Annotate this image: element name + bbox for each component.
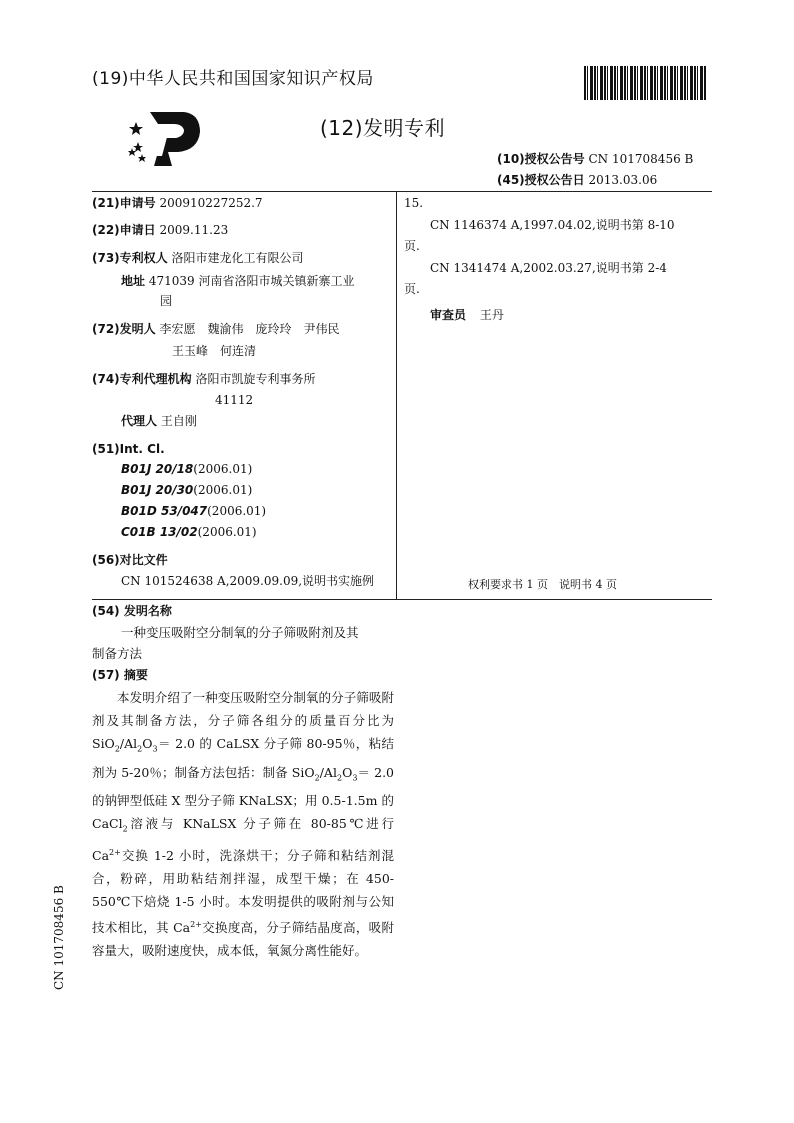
ipc-item	[121, 500, 266, 522]
patentee-value: 洛阳市建龙化工有限公司	[171, 251, 304, 265]
inventors	[92, 318, 340, 340]
patentee-label: (73)专利权人	[92, 251, 168, 265]
cited-reference-3: CN 1341474 A,2002.03.27,说明书第 2-4	[430, 261, 667, 275]
app-no-value: 200910227252.7	[159, 196, 263, 210]
application-date	[92, 219, 228, 241]
invention-title-line-2: 制备方法	[92, 646, 143, 661]
inventors-line-1: 李宏愿 魏渝伟 庞玲玲 尹伟民	[159, 322, 340, 336]
agent-label: 代理人	[121, 414, 158, 428]
int-cl-heading: (51)Int. Cl.	[92, 442, 165, 456]
inventors-label: (72)发明人	[92, 322, 156, 336]
examiner	[430, 304, 504, 326]
agent-value: 王自刚	[160, 414, 197, 428]
ipc-version: (2006.01)	[197, 525, 257, 539]
title-label	[92, 600, 172, 622]
cited-heading: (56)对比文件	[92, 553, 168, 567]
agency	[92, 368, 316, 390]
ipc-item	[121, 479, 252, 501]
cnipa-logo-icon	[128, 108, 204, 170]
inventors-line-2: 王玉峰 何连清	[172, 344, 257, 358]
app-date-value: 2009.11.23	[159, 223, 229, 237]
office-name: (19)中华人民共和国国家知识产权局	[92, 69, 374, 89]
address-line-2: 园	[160, 294, 173, 308]
ipc-code: B01J 20/30	[121, 483, 194, 497]
ipc-item	[121, 521, 257, 543]
ipc-version: (2006.01)	[193, 483, 253, 497]
abstract-text: 本发明介绍了一种变压吸附空分制氧的分子筛吸附剂及其制备方法，分子筛各组分的质量百分比为 $SiO_2/Al_2O_3= 2.0$ 的 CaLSX 分子筛 80-95％，粘结剂为 5-20％；制备方法包括：制备 $SiO_2/Al_2O_3= 2.0$ 的钠钾型低硅 X 型分子筛 KNaLSX；用 0.5-1.5m 的 CaCl$_2$溶液与 KNaLSX 分子筛在 80-85℃进行 $Ca^{2+}$交换 1-2 小时，洗涤烘干；分子筛和粘结剂混合，粉碎，用助粘结剂拌湿，成型干燥；在 450-550℃下焙烧 1-5 小时。本发明提供的吸附剂与公知技术相比，其 $Ca^{2+}$交换度高，分子筛结晶度高，吸附容量大，吸附速度快，成本低，氧氮分离性能好。	[92, 690, 394, 958]
ipc-item	[121, 458, 252, 480]
barcode	[584, 66, 706, 100]
middle-rule	[92, 599, 712, 600]
address-line-1: 471039 河南省洛阳市城关镇新寨工业	[148, 274, 355, 288]
column-divider	[396, 191, 397, 599]
address-label: 地址	[121, 274, 146, 288]
cited-label	[92, 549, 168, 571]
invention-title-line-1: 一种变压吸附空分制氧的分子筛吸附剂及其	[121, 625, 359, 640]
patentee	[92, 247, 304, 269]
agency-value: 洛阳市凯旋专利事务所	[195, 372, 316, 386]
cited-reference-1-cont: 15.	[404, 196, 424, 210]
cited-reference-2-cont: 页.	[404, 239, 420, 253]
examiner-value: 王丹	[479, 308, 504, 322]
ipc-version: (2006.01)	[193, 462, 253, 476]
page-counts: 权利要求书 1 页 说明书 4 页	[468, 578, 617, 591]
app-no-label: (21)申请号	[92, 196, 156, 210]
pub-date-label: (45)授权公告日	[497, 173, 585, 187]
cited-reference-2: CN 1146374 A,1997.04.02,说明书第 8-10	[430, 218, 675, 232]
document-type: (12)发明专利	[320, 116, 446, 140]
cited-reference-1: CN 101524638 A,2009.09.09,说明书实施例	[121, 574, 375, 588]
ipc-code: C01B 13/02	[121, 525, 198, 539]
agency-label: (74)专利代理机构	[92, 372, 192, 386]
side-publication-number: CN 101708456 B	[52, 885, 66, 990]
ipc-version: (2006.01)	[207, 504, 267, 518]
int-cl-label	[92, 438, 165, 460]
app-date-label: (22)申请日	[92, 223, 156, 237]
address	[121, 270, 354, 292]
agency-code: 41112	[215, 393, 254, 407]
cited-reference-3-cont: 页.	[404, 282, 420, 296]
pub-no-value: CN 101708456 B	[588, 152, 694, 166]
abstract-label	[92, 664, 148, 686]
pub-no-label: (10)授权公告号	[497, 152, 585, 166]
publication-number	[497, 148, 693, 170]
agent	[121, 410, 197, 432]
application-number	[92, 192, 263, 214]
title-heading: (54) 发明名称	[92, 604, 172, 618]
examiner-label: 审查员	[430, 308, 467, 322]
pub-date-value: 2013.03.06	[588, 173, 658, 187]
publication-date	[497, 169, 657, 191]
ipc-code: B01J 20/18	[121, 462, 194, 476]
ipc-code: B01D 53/047	[121, 504, 208, 518]
abstract-heading: (57) 摘要	[92, 668, 148, 682]
